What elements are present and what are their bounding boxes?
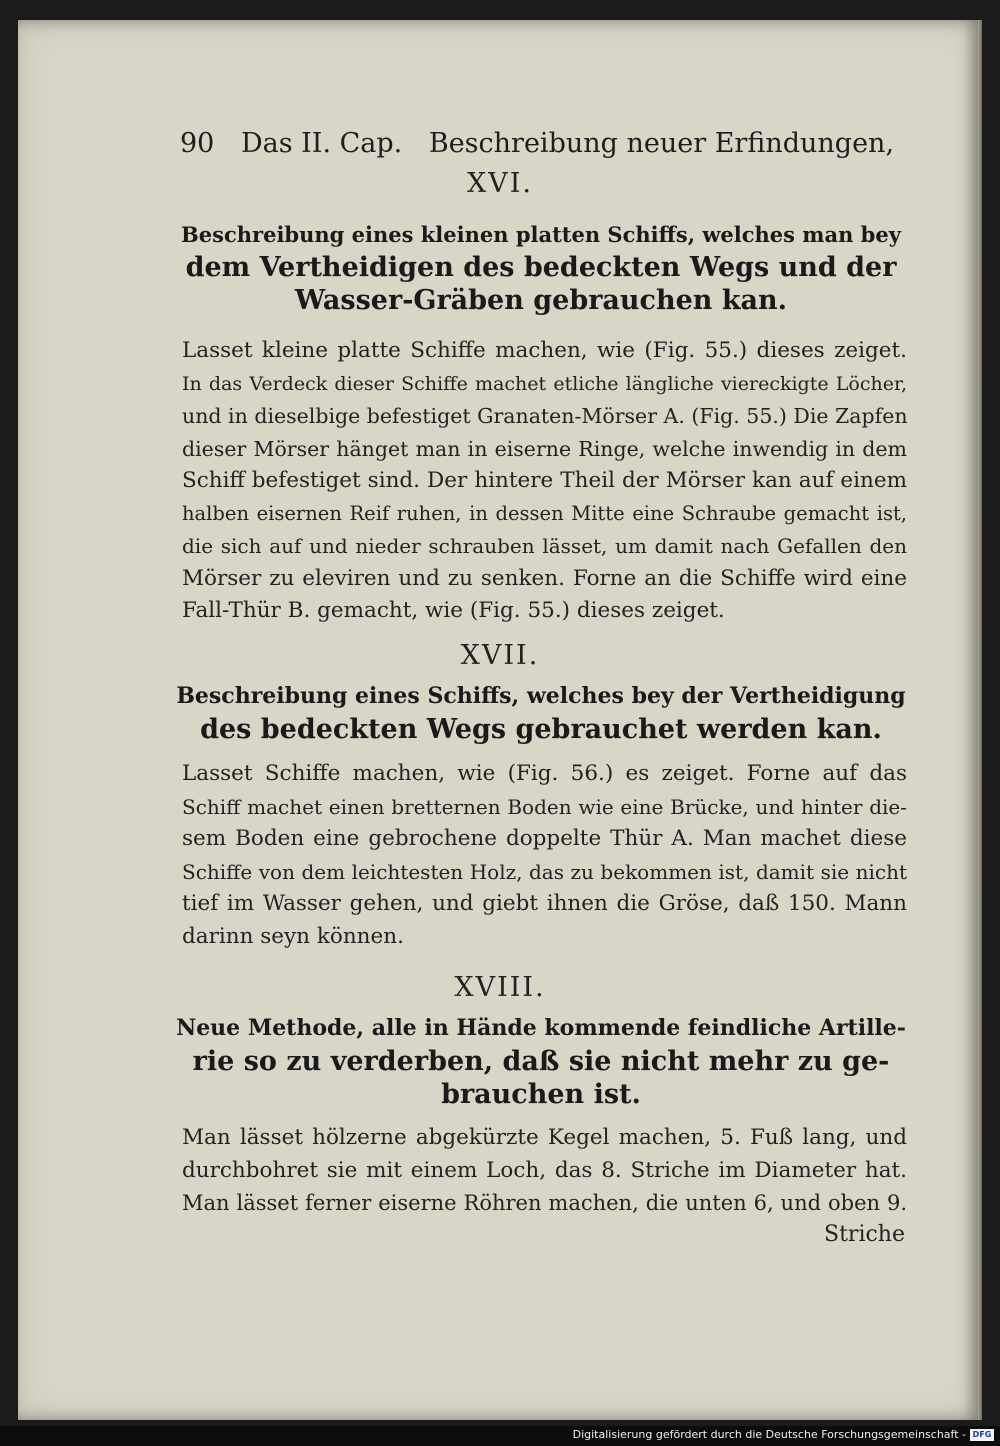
title-line: rie so zu verderben, daß sie nicht mehr zu ge-: [192, 1046, 890, 1077]
footer-credit: Digitalisierung gefördert durch die Deutsche Forschungsgemeinschaft -: [572, 1428, 966, 1441]
dfg-logo-icon: DFG: [970, 1429, 994, 1441]
body-line: halben eisernen Reif ruhen, in dessen Mitte eine Schraube gemacht ist,: [182, 501, 907, 525]
body-line: Fall-Thür B. gemacht, wie (Fig. 55.) dieses zeiget.: [182, 598, 725, 623]
title-line: dem Vertheidigen des bedeckten Wegs und der: [185, 252, 897, 283]
body-line: Man lässet hölzerne abgekürzte Kegel machen, 5. Fuß lang, und: [182, 1125, 907, 1150]
catchword: Striche: [824, 1222, 905, 1247]
title-line: Neue Methode, alle in Hände kommende feindliche Artille-: [176, 1015, 906, 1041]
section-body: [182, 335, 907, 628]
body-line: Lasset Schiffe machen, wie (Fig. 56.) es zeiget. Forne auf das: [182, 761, 907, 786]
section-number: XVIII.: [454, 972, 546, 1003]
body-line: Schiff befestiget sind. Der hintere Theil der Mörser kan auf einem: [182, 468, 907, 493]
title-line: Beschreibung eines Schiffs, welches bey der Vertheidigung: [176, 683, 906, 709]
running-title: Beschreibung neuer Erfindungen,: [428, 128, 895, 159]
body-line: Lasset kleine platte Schiffe machen, wie (Fig. 55.) dieses zeiget.: [182, 338, 907, 363]
running-header: [180, 128, 895, 159]
body-line: die sich auf und nieder schrauben lässet, um damit nach Gefallen den: [182, 534, 907, 558]
section-body: [182, 1122, 907, 1220]
body-line: Man lässet ferner eiserne Röhren machen, die unten 6, und oben 9.: [182, 1191, 907, 1215]
body-line: darinn seyn können.: [182, 923, 404, 949]
page-number: 90: [180, 128, 215, 159]
page-edge: [978, 20, 982, 1420]
body-line: Schiffe von dem leichtesten Holz, das zu bekommen ist, damit sie nicht: [182, 859, 907, 884]
body-line: durchbohret sie mit einem Loch, das 8. Striche im Diameter hat.: [182, 1157, 907, 1183]
body-line: Mörser zu eleviren und zu senken. Forne an die Schiffe wird eine: [182, 565, 907, 591]
section-title: [175, 1012, 907, 1111]
body-line: sem Boden eine gebrochene doppelte Thür A. Man machet diese: [182, 826, 907, 851]
section-number: XVI.: [467, 168, 533, 199]
body-line: dieser Mörser hänget man in eiserne Ringe, welche inwendig in dem: [182, 436, 907, 461]
section-body: [182, 758, 907, 953]
chapter-label: Das II. Cap.: [240, 128, 403, 159]
title-line: des bedeckten Wegs gebrauchet werden kan.: [200, 714, 882, 745]
section-number: XVII.: [460, 640, 540, 671]
body-line: tief im Wasser gehen, und giebt ihnen die Gröse, daß 150. Mann: [182, 891, 907, 916]
body-line: und in dieselbige befestiget Granaten-Mörser A. (Fig. 55.) Die Zapfen: [182, 404, 908, 428]
title-line: brauchen ist.: [441, 1079, 641, 1110]
body-line: Schiff machet einen bretternen Boden wie eine Brücke, und hinter die-: [182, 794, 907, 819]
section-title: [175, 218, 907, 317]
title-line: Beschreibung eines kleinen platten Schiffs, welches man bey: [181, 222, 901, 247]
body-line: In das Verdeck dieser Schiffe machet etliche längliche viereckigte Löcher,: [182, 372, 907, 395]
section-title: [175, 680, 907, 746]
title-line: Wasser-Gräben gebrauchen kan.: [294, 285, 788, 316]
